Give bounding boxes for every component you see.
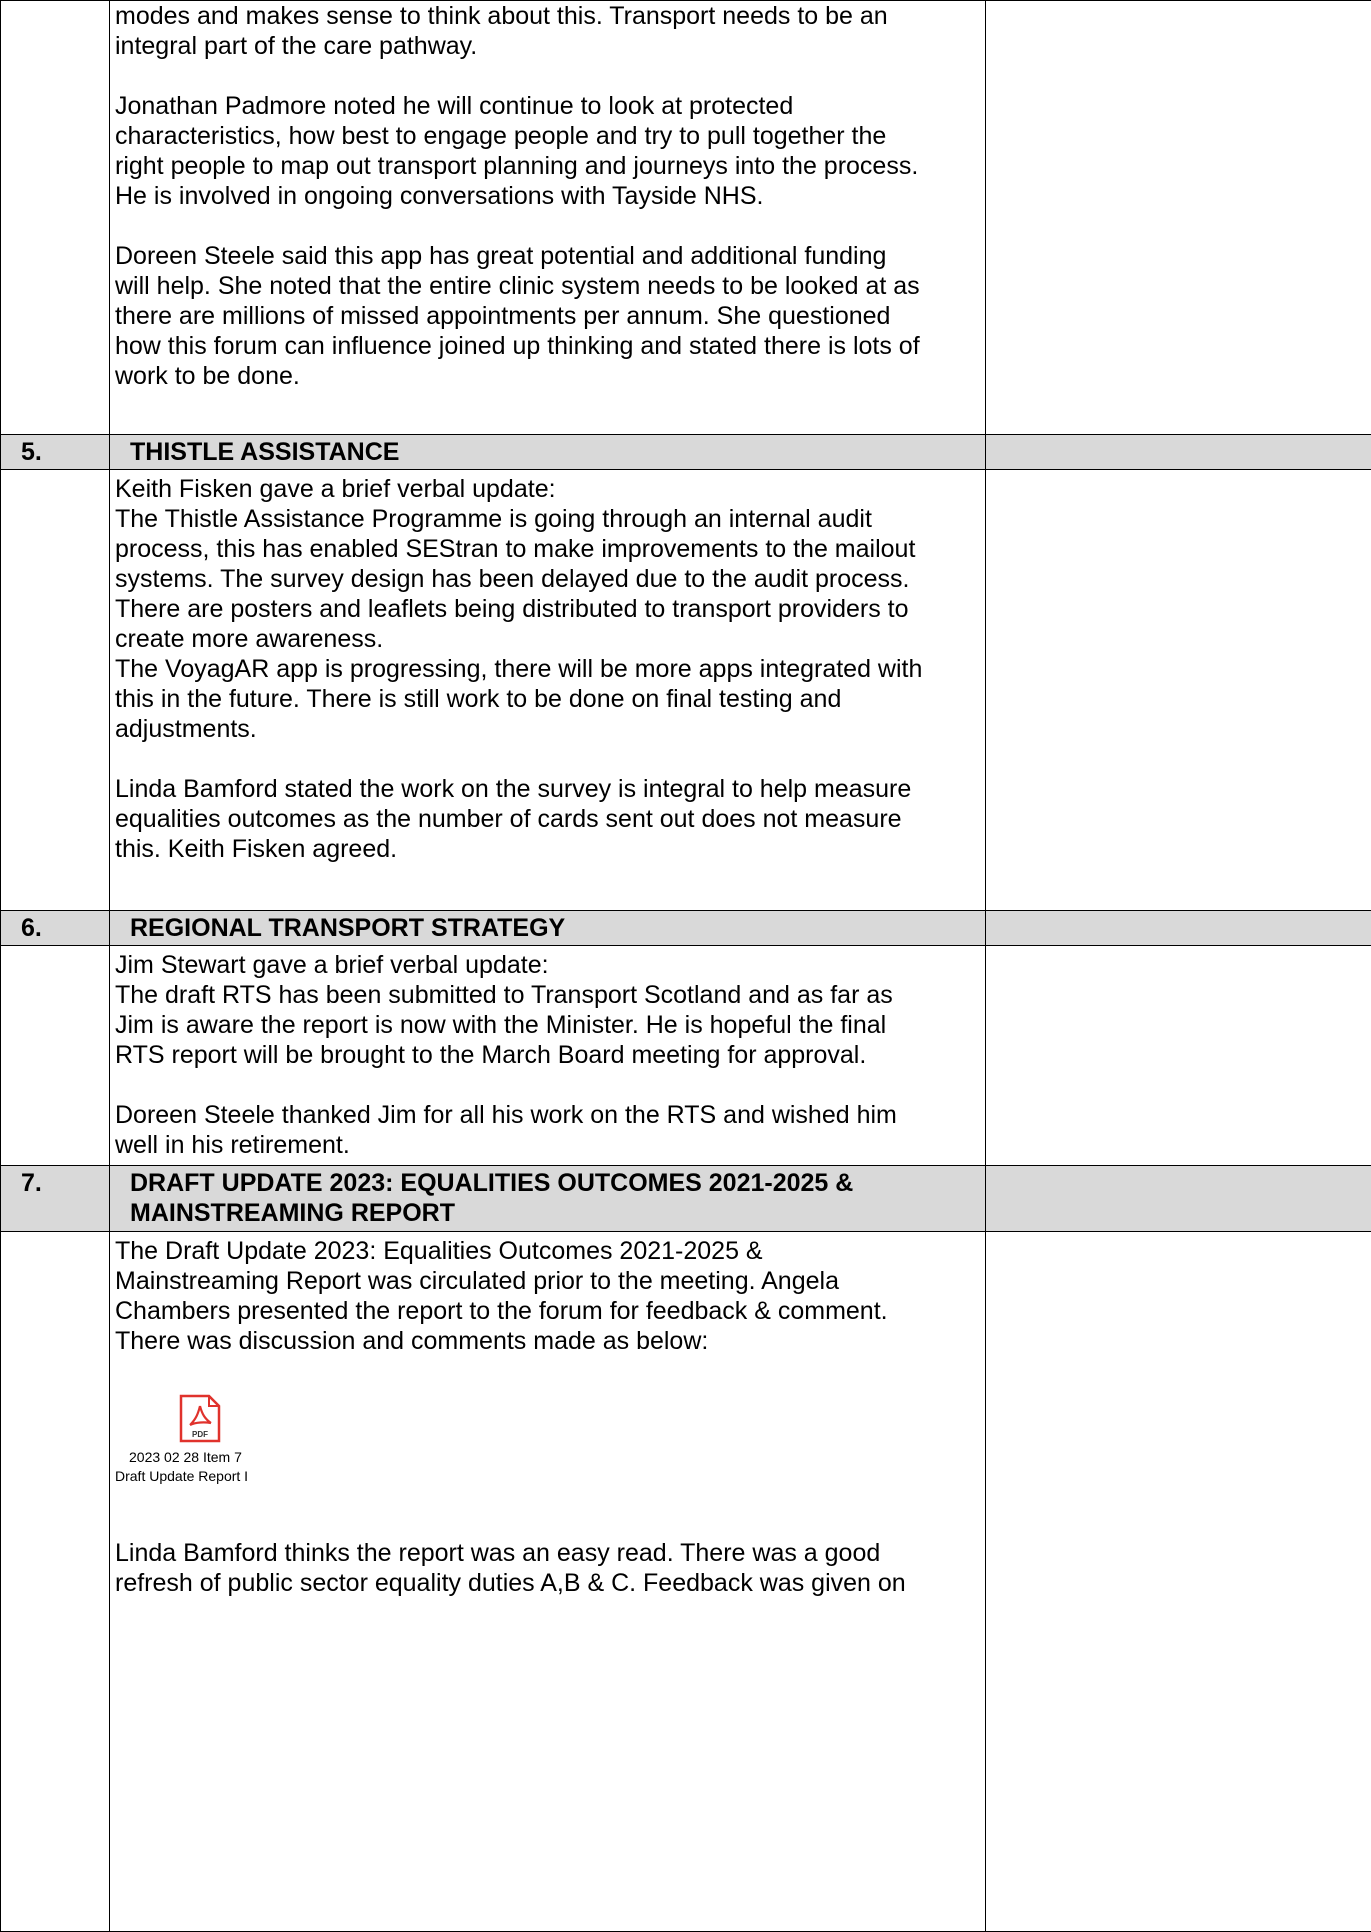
item-number: 5. (1, 435, 110, 470)
pdf-icon-label: PDF (192, 1430, 208, 1439)
text-line: There are posters and leaflets being distributed to transport providers to (115, 594, 985, 624)
item-body-cell (110, 1, 986, 435)
attachment-name-line: 2023 02 28 Item 7 (115, 1448, 285, 1467)
text-line: create more awareness. (115, 624, 985, 654)
item-number-cell (1, 946, 110, 1166)
item-header-row (1, 1166, 1371, 1232)
item-number-cell (1, 1232, 110, 1932)
text-line: equalities outcomes as the number of cards sent out does not measure (115, 804, 985, 834)
text-line: systems. The survey design has been delayed due to the audit process. (115, 564, 985, 594)
text-line: The draft RTS has been submitted to Transport Scotland and as far as (115, 980, 985, 1010)
text-line: Keith Fisken gave a brief verbal update: (115, 474, 985, 504)
text-line: there are millions of missed appointments per annum. She questioned (115, 301, 985, 331)
action-cell (986, 946, 1371, 1166)
text-line: work to be done. (115, 361, 985, 391)
pdf-icon (178, 1394, 222, 1444)
text-line: this. Keith Fisken agreed. (115, 834, 985, 864)
text-line: modes and makes sense to think about this. Transport needs to be an (115, 1, 985, 31)
text-line: adjustments. (115, 714, 985, 744)
table-row (1, 1, 1371, 435)
table-row (1, 946, 1371, 1166)
text-line: integral part of the care pathway. (115, 31, 985, 61)
text-line: this in the future. There is still work to be done on final testing and (115, 684, 985, 714)
action-cell (986, 470, 1371, 911)
text-line: Doreen Steele thanked Jim for all his work on the RTS and wished him (115, 1100, 985, 1130)
item-body-cell (110, 1232, 986, 1932)
text-line: right people to map out transport planning and journeys into the process. (115, 151, 985, 181)
action-cell (986, 1232, 1371, 1932)
action-cell (986, 1, 1371, 435)
text-line: The Draft Update 2023: Equalities Outcomes 2021-2025 & (115, 1236, 985, 1266)
text-line: Jim is aware the report is now with the Minister. He is hopeful the final (115, 1010, 985, 1040)
text-line: Mainstreaming Report was circulated prior to the meeting. Angela (115, 1266, 985, 1296)
text-line: refresh of public sector equality duties A,B & C. Feedback was given on (115, 1568, 985, 1598)
action-header-cell (986, 911, 1371, 946)
text-line: will help. She noted that the entire clinic system needs to be looked at as (115, 271, 985, 301)
text-line: Jim Stewart gave a brief verbal update: (115, 950, 985, 980)
text-line: Doreen Steele said this app has great potential and additional funding (115, 241, 985, 271)
text-line: Jonathan Padmore noted he will continue to look at protected (115, 91, 985, 121)
text-line: process, this has enabled SEStran to make improvements to the mailout (115, 534, 985, 564)
item-title-line: MAINSTREAMING REPORT (130, 1198, 985, 1228)
text-line: He is involved in ongoing conversations with Tayside NHS. (115, 181, 985, 211)
table-row (1, 1232, 1371, 1932)
text-line: well in his retirement. (115, 1130, 985, 1160)
table-row (1, 470, 1371, 911)
item-title: THISTLE ASSISTANCE (110, 435, 986, 470)
item-number: 6. (1, 911, 110, 946)
attachment-name-line: Draft Update Report I (115, 1467, 285, 1486)
action-header-cell (986, 435, 1371, 470)
action-header-cell (986, 1166, 1371, 1232)
text-line: how this forum can influence joined up thinking and stated there is lots of (115, 331, 985, 361)
item-title-line: DRAFT UPDATE 2023: EQUALITIES OUTCOMES 2021-2025 & (130, 1168, 985, 1198)
item-body-cell (110, 946, 986, 1166)
pdf-attachment[interactable] (115, 1394, 285, 1486)
item-number-cell (1, 470, 110, 911)
item-header-row (1, 435, 1371, 470)
text-line: Chambers presented the report to the forum for feedback & comment. (115, 1296, 985, 1326)
text-line: Linda Bamford thinks the report was an easy read. There was a good (115, 1538, 985, 1568)
item-title: REGIONAL TRANSPORT STRATEGY (110, 911, 986, 946)
text-line: characteristics, how best to engage people and try to pull together the (115, 121, 985, 151)
text-line: The VoyagAR app is progressing, there will be more apps integrated with (115, 654, 985, 684)
text-line: There was discussion and comments made as below: (115, 1326, 985, 1356)
text-line: RTS report will be brought to the March Board meeting for approval. (115, 1040, 985, 1070)
item-number: 7. (1, 1166, 110, 1232)
item-body-cell (110, 470, 986, 911)
item-header-row (1, 911, 1371, 946)
item-number-cell (1, 1, 110, 435)
item-title (110, 1166, 986, 1232)
text-line: The Thistle Assistance Programme is going through an internal audit (115, 504, 985, 534)
text-line: Linda Bamford stated the work on the survey is integral to help measure (115, 774, 985, 804)
